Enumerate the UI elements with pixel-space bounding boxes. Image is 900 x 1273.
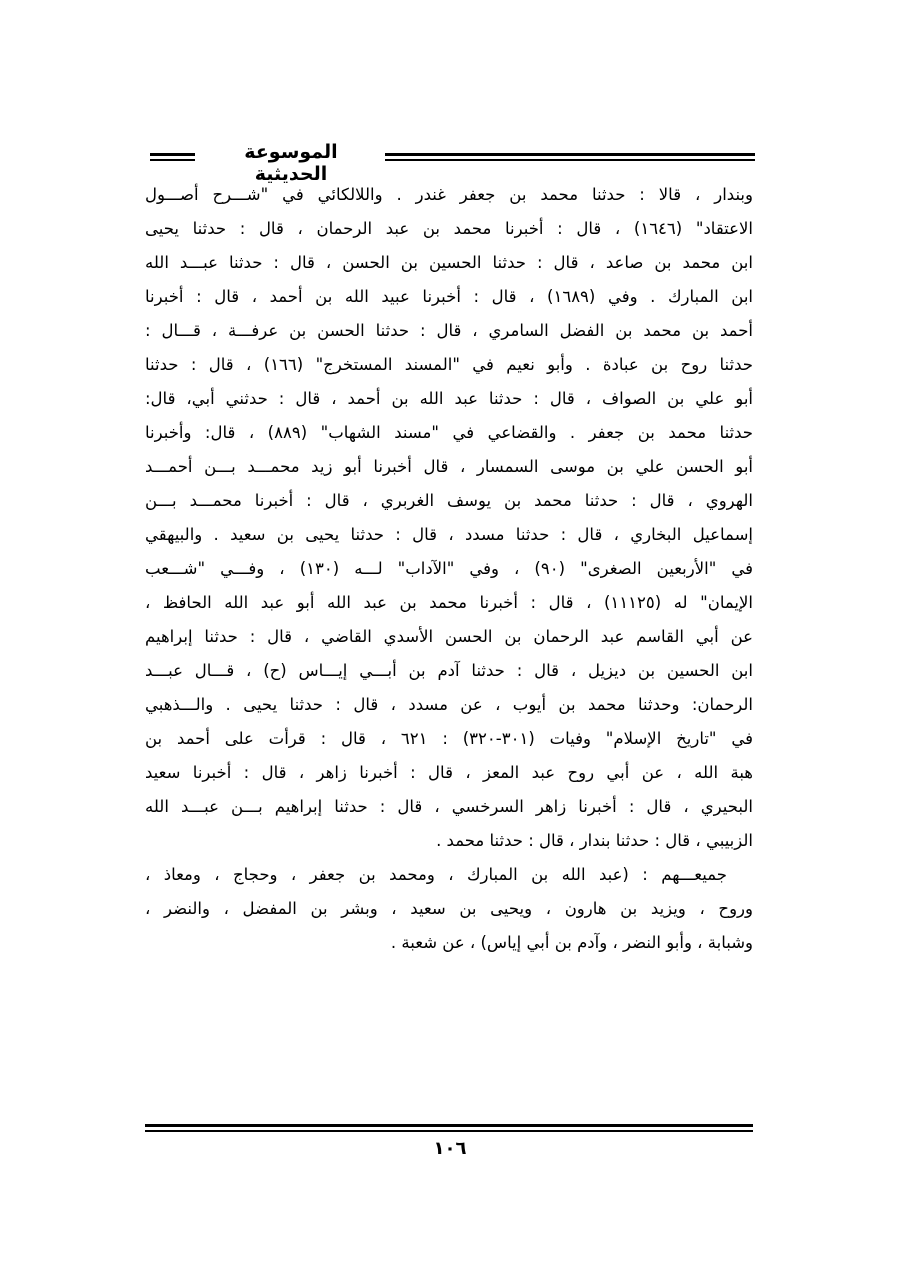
text-line: وروح ، ويزيد بن هارون ، ويحيى بن سعيد ، وبشر بن المفضل ، والنضر ، [145, 899, 753, 918]
header-rule [385, 159, 755, 161]
text-line: أبو علي بن الصواف ، قال : حدثنا عبد الله بن أحمد ، قال : حدثني أبي، قال: [145, 389, 753, 408]
text-line: إسماعيل البخاري ، قال : حدثنا مسدد ، قال : حدثنا يحيى بن سعيد . والبيهقي [145, 525, 753, 544]
text-line: حدثنا روح بن عبادة . وأبو نعيم في "المسند المستخرج" (١٦٦) ، قال : حدثنا [145, 355, 753, 374]
text-line: في "الأربعين الصغرى" (٩٠) ، وفي "الآداب" لـــه (١٣٠) ، وفـــي "شـــعب [145, 559, 753, 578]
text-line: وبندار ، قالا : حدثنا محمد بن جعفر غندر . واللالكائي في "شـــرح أصـــول [145, 185, 753, 204]
footer-rule [145, 1124, 753, 1127]
footer-rule [145, 1130, 753, 1132]
page-header [145, 141, 755, 185]
text-line: حدثنا محمد بن جعفر . والقضاعي في "مسند الشهاب" (٨٨٩) ، قال: وأخبرنا [145, 423, 753, 442]
header-rule [385, 153, 755, 156]
text-line: الزبيبي ، قال : حدثنا بندار ، قال : حدثنا محمد . [436, 831, 753, 850]
text-line: الرحمان: وحدثنا محمد بن أيوب ، عن مسدد ، قال : حدثنا يحيى . والـــذهبي [145, 695, 753, 714]
text-line: عن أبي القاسم عبد الرحمان بن الحسن الأسدي القاضي ، قال : حدثنا إبراهيم [145, 627, 753, 646]
header-rule [150, 153, 195, 156]
text-line: جميعـــهم : (عبد الله بن المبارك ، ومحمد بن جعفر ، وحجاج ، ومعاذ ، [145, 865, 727, 884]
paragraph-summary [145, 858, 753, 960]
text-line: البحيري ، قال : أخبرنا زاهر السرخسي ، قال : حدثنا إبراهيم بـــن عبـــد الله [145, 797, 753, 816]
text-line: ابن المبارك . وفي (١٦٨٩) ، قال : أخبرنا عبيد الله بن أحمد ، قال : أخبرنا [145, 287, 753, 306]
text-line: ابن محمد بن صاعد ، قال : حدثنا الحسين بن الحسن ، قال : حدثنا عبـــد الله [145, 253, 753, 272]
text-line: الاعتقاد" (١٦٤٦) ، قال : أخبرنا محمد بن عبد الرحمان ، قال : حدثنا يحيى [145, 219, 753, 238]
text-line: الإيمان" له (١١١٢٥) ، قال : أخبرنا محمد بن عبد الله أبو عبد الله الحافظ ، [145, 593, 753, 612]
text-line: في "تاريخ الإسلام" وفيات (٣٠١-٣٢٠) : ٦٢١ ، قال : قرأت على أحمد بن [145, 729, 753, 748]
text-line: ابن الحسين بن ديزيل ، قال : حدثنا آدم بن أبـــي إيـــاس (ح) ، قـــال عبـــد [145, 661, 753, 680]
book-title: الموسوعة الحديثية [244, 141, 338, 185]
text-line: أبو الحسن علي بن موسى السمسار ، قال أخبرنا أبو زيد محمـــد بـــن أحمـــد [145, 457, 753, 476]
text-line: أحمد بن محمد بن الفضل السامري ، قال : حدثنا الحسن بن عرفـــة ، قـــال : [145, 321, 753, 340]
page-number: ١٠٦ [433, 1138, 467, 1159]
page-body [145, 178, 753, 960]
text-line: الهروي ، قال : حدثنا محمد بن يوسف الغربري ، قال : أخبرنا محمـــد بـــن [145, 491, 753, 510]
text-line: هبة الله ، عن أبي روح عبد المعز ، قال : أخبرنا زاهر ، قال : أخبرنا سعيد [145, 763, 753, 782]
paragraph-sources [145, 178, 753, 858]
text-line: وشبابة ، وأبو النضر ، وآدم بن أبي إياس) ، عن شعبة . [390, 933, 753, 952]
header-rule [150, 159, 195, 161]
